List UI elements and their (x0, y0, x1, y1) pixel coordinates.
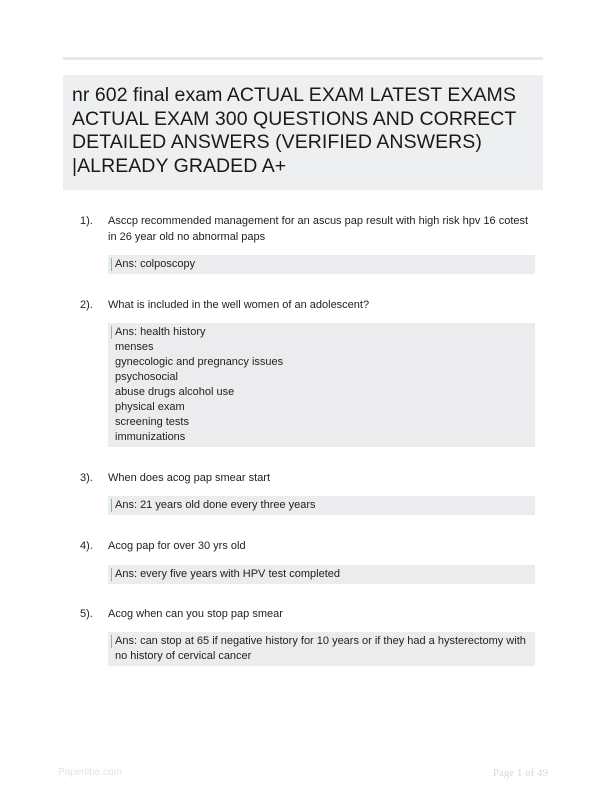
question-number: 2). (80, 299, 93, 311)
answer-box (108, 632, 535, 666)
answer-box (108, 323, 535, 447)
answer-line: Ans: colposcopy (115, 258, 196, 270)
answer-line: abuse drugs alcohol use (115, 386, 235, 398)
answer-line: immunizations (115, 431, 186, 443)
question-text: What is included in the well women of an adolescent? (108, 299, 370, 311)
top-divider (63, 57, 543, 60)
answer-marker (111, 568, 112, 581)
question-number: 4). (80, 540, 93, 552)
answer-line: physical exam (115, 401, 185, 413)
answer-marker (111, 258, 112, 271)
question-text: Acog when can you stop pap smear (108, 608, 283, 620)
answer-line: Ans: every five years with HPV test completed (115, 568, 340, 580)
answer-box (108, 496, 535, 515)
answer-box (108, 255, 535, 274)
answer-line: screening tests (115, 416, 189, 428)
answer-line: Ans: 21 years old done every three years (115, 499, 316, 511)
title-banner (63, 75, 543, 190)
question-text: Acog pap for over 30 yrs old (108, 540, 246, 552)
answer-line: Ans: health history (115, 326, 206, 338)
answer-line: Ans: can stop at 65 if negative history for 10 years or if they had a hysterectomy with no history of cervical cancer (115, 635, 526, 662)
question-text: Asccp recommended management for an ascus pap result with high risk hpv 16 cotest in 26 year old no abnormal paps (108, 215, 529, 243)
answer-line: gynecologic and pregnancy issues (115, 356, 284, 368)
answer-marker (111, 499, 112, 512)
question-text: When does acog pap smear start (108, 472, 271, 484)
question-number: 3). (80, 472, 93, 484)
answer-marker (111, 326, 112, 339)
answer-line: menses (115, 341, 154, 353)
question-number: 1). (80, 215, 93, 227)
answer-marker (111, 635, 112, 648)
answer-box (108, 565, 535, 584)
question-number: 5). (80, 608, 93, 620)
answer-line: psychosocial (115, 371, 178, 383)
document-title: nr 602 final exam ACTUAL EXAM LATEST EXAMS ACTUAL EXAM 300 QUESTIONS AND CORRECT DETAILED ANSWERS (VERIFIED ANSWERS) |ALREADY GRADED A+ (72, 84, 516, 177)
page-number: Page 1 of 49 (492, 767, 548, 779)
footer-watermark: Paperlibe.com (58, 767, 122, 778)
